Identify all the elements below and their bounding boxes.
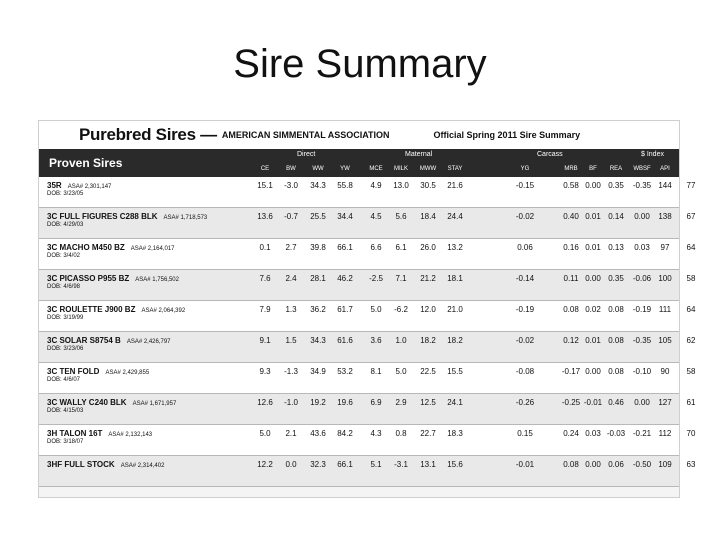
epd-value: 66.1 [337,243,353,252]
epd-value: 22.5 [420,367,436,376]
epd-value: -1.3 [284,367,298,376]
column-header: API [660,166,670,172]
epd-value: 4.3 [370,429,382,438]
epd-value: 1.3 [285,305,297,314]
epd-value: -0.08 [515,367,535,376]
epd-value: 3.6 [370,336,382,345]
epd-value: 0.40 [563,212,579,221]
epd-value: 0.8 [395,429,407,438]
epd-value: 0.46 [608,398,624,407]
epd-value: 0.08 [563,305,579,314]
epd-value: 0.01 [585,212,601,221]
column-header: WBSF [633,166,651,172]
epd-value: 5.0 [370,305,382,314]
registration-number: ASA# 1,718,573 [163,215,208,221]
epd-value: 12.5 [420,398,436,407]
date-of-birth: DOB: 3/23/05 [47,191,84,197]
epd-value: -1.0 [284,398,298,407]
epd-value: -0.35 [632,336,652,345]
epd-value: 112 [658,429,672,438]
epd-value: 0.00 [634,398,650,407]
epd-value: 13.1 [420,460,436,469]
column-header: WW [312,166,324,172]
epd-value: 7.9 [259,305,271,314]
epd-value: 0.16 [563,243,579,252]
epd-value: 18.2 [447,336,463,345]
epd-value: 0.08 [608,305,624,314]
epd-value: 22.7 [420,429,436,438]
slide-title: Sire Summary [233,42,487,86]
sire-name [47,460,164,469]
epd-value: 0.15 [517,429,533,438]
epd-value: -6.2 [394,305,408,314]
sire-row [39,394,696,425]
sire-name [47,181,111,190]
epd-value: -0.26 [515,398,535,407]
epd-value: 5.1 [370,460,382,469]
epd-value: 0.35 [608,274,624,283]
sire-name-text: 3C SOLAR S8754 B [47,336,121,345]
epd-value: 6.1 [395,243,407,252]
epd-value: 21.0 [447,305,463,314]
epd-value: 0.1 [259,243,271,252]
date-of-birth: DOB: 4/15/03 [47,408,84,414]
epd-value: -0.01 [515,460,535,469]
epd-value: 6.9 [370,398,382,407]
epd-value: 100 [658,274,672,283]
epd-value: 4.5 [370,212,382,221]
epd-value: 2.7 [285,243,297,252]
sire-name [47,367,149,376]
epd-value: -0.19 [515,305,535,314]
registration-number: ASA# 2,314,402 [120,463,165,469]
epd-value: 0.08 [608,336,624,345]
epd-value: 15.1 [257,181,273,190]
epd-value: -0.10 [632,367,652,376]
epd-value: 0.12 [563,336,579,345]
epd-value: 0.03 [585,429,601,438]
epd-value: 61.7 [337,305,353,314]
epd-value: 58 [686,367,696,376]
epd-value: -0.50 [632,460,652,469]
sire-name-text: 3C FULL FIGURES C288 BLK [47,212,158,221]
epd-value: 0.13 [608,243,624,252]
epd-value: 19.2 [310,398,326,407]
epd-value: 0.35 [608,181,624,190]
sire-name-text: 3C ROULETTE J900 BZ [47,305,136,314]
column-header: YG [520,166,530,172]
section-label: Proven Sires [49,156,123,170]
epd-value: 12.6 [257,398,273,407]
epd-value: -0.15 [515,181,535,190]
epd-value: -0.7 [284,212,298,221]
epd-value: 8.1 [370,367,382,376]
epd-value: 64 [686,243,696,252]
epd-value: 0.11 [563,274,579,283]
epd-value: 105 [658,336,672,345]
epd-value: 24.1 [447,398,463,407]
epd-value: 34.3 [310,336,326,345]
column-header: TI [688,166,694,172]
sire-row [39,177,696,208]
registration-number: ASA# 1,756,502 [135,277,179,283]
sire-row [39,270,696,301]
sire-summary-page [38,120,696,498]
epd-value: -3.1 [394,460,408,469]
epd-value: 5.6 [395,212,407,221]
epd-value: 0.14 [608,212,624,221]
epd-value: -0.19 [632,305,652,314]
sire-name-text: 3H TALON 16T [47,429,103,438]
epd-value: 111 [658,305,672,314]
sire-row [39,239,696,270]
registration-number: ASA# 1,671,957 [132,401,177,407]
epd-value: 21.6 [447,181,463,190]
epd-value: 6.6 [370,243,382,252]
sire-name [47,336,171,345]
epd-value: 0.06 [517,243,533,252]
epd-value: 127 [658,398,672,407]
epd-value: 34.4 [337,212,353,221]
epd-value: 30.5 [420,181,436,190]
association-name: AMERICAN SIMMENTAL ASSOCIATION [221,130,390,140]
epd-value: -3.0 [284,181,298,190]
sire-name [47,212,207,221]
column-header: STAY [447,166,463,172]
epd-value: 13.2 [447,243,463,252]
epd-value: 24.4 [447,212,463,221]
epd-value: 13.0 [393,181,409,190]
epd-value: 0.01 [585,243,601,252]
epd-value: 0.00 [585,274,601,283]
epd-value: 18.4 [420,212,436,221]
epd-value: -0.02 [515,212,535,221]
epd-value: 77 [686,181,696,190]
column-header: MWW [419,166,437,172]
document-header [39,121,679,149]
epd-value: -0.25 [561,398,581,407]
epd-value: 90 [660,367,670,376]
epd-value: 1.0 [395,336,407,345]
epd-value: 13.6 [257,212,273,221]
date-of-birth: DOB: 3/18/07 [47,439,84,445]
epd-value: 0.08 [563,460,579,469]
epd-value: 18.2 [420,336,436,345]
epd-value: -0.17 [561,367,581,376]
epd-value: 2.4 [285,274,297,283]
group-carcass: Carcass [537,151,563,158]
brand-title: Purebred Sires — [79,125,217,144]
epd-value: 43.6 [310,429,326,438]
sire-name [47,305,185,314]
column-header-band [39,149,694,177]
epd-value: 0.00 [585,367,601,376]
epd-value: 0.08 [608,367,624,376]
epd-value: 32.3 [310,460,326,469]
epd-value: 46.2 [337,274,353,283]
sire-row [39,332,696,363]
column-header: MILK [393,166,409,172]
sire-name [47,243,175,252]
registration-number: ASA# 2,426,797 [126,339,171,345]
column-header: BW [286,166,296,172]
epd-value: 9.1 [259,336,271,345]
sire-name-text: 3C TEN FOLD [47,367,100,376]
epd-value: 61.6 [337,336,353,345]
date-of-birth: DOB: 3/23/06 [47,346,84,352]
sire-name-text: 3C PICASSO P955 BZ [47,274,130,283]
sire-name-text: 3HF FULL STOCK [47,460,115,469]
date-of-birth: DOB: 3/4/02 [47,253,81,259]
epd-value: 12.2 [257,460,273,469]
sire-name [47,274,179,283]
sire-rows [39,177,696,487]
epd-value: 53.2 [337,367,353,376]
epd-value: 66.1 [337,460,353,469]
epd-value: 0.0 [285,460,297,469]
epd-value: -0.21 [632,429,652,438]
epd-value: -0.06 [632,274,652,283]
epd-value: -0.35 [632,181,652,190]
epd-value: 70 [686,429,696,438]
epd-value: 67 [686,212,696,221]
epd-value: 7.6 [259,274,271,283]
epd-value: 15.6 [447,460,463,469]
column-header: MRB [564,166,578,172]
group-direct: Direct [297,151,316,158]
epd-value: 5.0 [259,429,271,438]
column-header: REA [609,166,623,172]
registration-number: ASA# 2,132,143 [108,432,153,438]
epd-value: 4.9 [370,181,382,190]
epd-value: 0.01 [585,336,601,345]
epd-value: 0.24 [563,429,579,438]
date-of-birth: DOB: 3/19/99 [47,315,84,321]
epd-value: 0.00 [634,212,650,221]
epd-value: 61 [686,398,696,407]
column-header: CE [260,166,270,172]
epd-value: 18.1 [447,274,463,283]
epd-value: 39.8 [310,243,326,252]
column-header: MCE [369,166,383,172]
epd-value: 5.0 [395,367,407,376]
epd-value: 34.3 [310,181,326,190]
date-of-birth: DOB: 4/6/98 [47,284,81,290]
sire-row [39,301,696,332]
sire-row [39,208,696,239]
column-header: YW [340,166,350,172]
epd-value: 55.8 [337,181,353,190]
epd-value: 62 [686,336,696,345]
epd-value: 64 [686,305,696,314]
sire-row [39,363,696,394]
epd-value: 18.3 [447,429,463,438]
epd-value: -0.01 [583,398,603,407]
registration-number: ASA# 2,429,855 [105,370,150,376]
epd-value: 0.00 [585,181,601,190]
registration-number: ASA# 2,164,017 [130,246,175,252]
epd-value: 12.0 [420,305,436,314]
epd-value: 9.3 [259,367,271,376]
sire-name [47,398,176,407]
epd-value: -0.14 [515,274,535,283]
epd-value: 138 [658,212,672,221]
epd-value: 21.2 [420,274,436,283]
epd-value: 63 [686,460,696,469]
group-maternal: Maternal [405,151,433,158]
sire-row [39,425,696,456]
epd-value: 97 [660,243,670,252]
date-of-birth: DOB: 4/29/03 [47,222,84,228]
epd-value: 0.58 [563,181,579,190]
date-of-birth: DOB: 4/6/07 [47,377,81,383]
epd-value: -0.03 [606,429,626,438]
epd-value: 109 [658,460,672,469]
epd-value: 25.5 [310,212,326,221]
edition-label: Official Spring 2011 Sire Summary [433,130,581,140]
epd-value: 36.2 [310,305,326,314]
epd-value: 144 [658,181,672,190]
registration-number: ASA# 2,301,147 [67,184,112,190]
sire-name [47,429,152,438]
epd-value: 26.0 [420,243,436,252]
epd-value: 15.5 [447,367,463,376]
group-index: $ Index [641,151,664,158]
epd-value: 1.5 [285,336,297,345]
sire-name-text: 3C WALLY C240 BLK [47,398,127,407]
epd-value: 2.9 [395,398,407,407]
epd-value: 84.2 [337,429,353,438]
epd-value: 19.6 [337,398,353,407]
epd-value: 7.1 [395,274,407,283]
epd-value: 0.02 [585,305,601,314]
sire-name-text: 3C MACHO M450 BZ [47,243,125,252]
epd-value: -0.02 [515,336,535,345]
epd-value: 0.03 [634,243,650,252]
sire-name-text: 35R [47,181,62,190]
registration-number: ASA# 2,064,392 [141,308,186,314]
epd-value: -2.5 [369,274,383,283]
epd-value: 58 [686,274,696,283]
epd-value: 34.9 [310,367,326,376]
sire-row [39,456,696,487]
epd-value: 0.06 [608,460,624,469]
epd-value: 28.1 [310,274,326,283]
epd-value: 0.00 [585,460,601,469]
column-header: BF [589,166,597,172]
epd-value: 2.1 [285,429,297,438]
